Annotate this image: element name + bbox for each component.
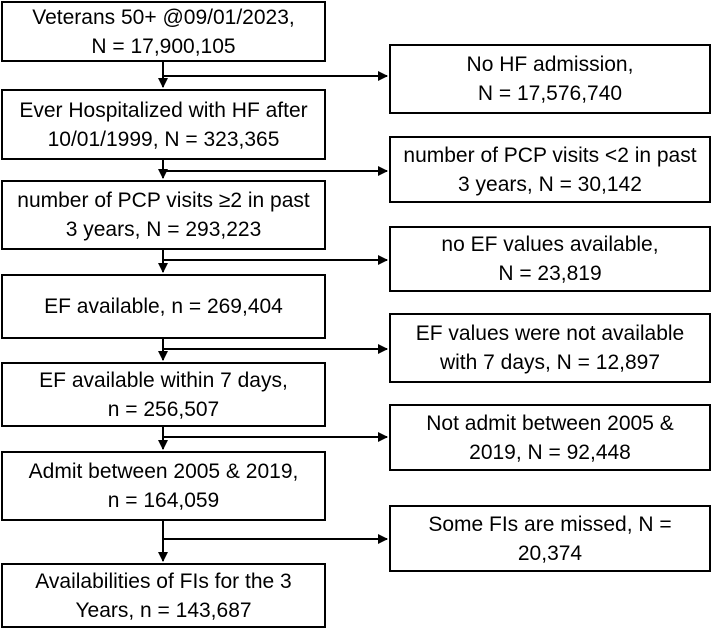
main-box-4-text: EF available, n = 269,404 bbox=[44, 295, 283, 318]
main-box-5 bbox=[1, 362, 326, 427]
main-box-2-text: Ever Hospitalized with HF after 10/01/1999, N = 323,365 bbox=[19, 98, 308, 151]
exclusion-box-4-text: EF values were not available with 7 days, N = 12,897 bbox=[415, 322, 685, 374]
main-box-6-text: Admit between 2005 & 2019, n = 164,059 bbox=[28, 460, 299, 512]
exclusion-box-3 bbox=[389, 226, 711, 292]
main-box-1 bbox=[1, 1, 326, 62]
main-box-4 bbox=[1, 274, 326, 339]
main-box-1-text: Veterans 50+ @09/01/2023, N = 17,900,105 bbox=[32, 5, 295, 58]
exclusion-box-2-text: number of PCP visits <2 in past 3 years, N = 30,142 bbox=[403, 143, 697, 196]
exclusion-box-5 bbox=[389, 404, 711, 471]
exclusion-box-4 bbox=[389, 313, 711, 383]
exclusion-box-1-text: No HF admission, N = 17,576,740 bbox=[466, 53, 634, 105]
exclusion-box-3-text: no EF values available, N = 23,819 bbox=[441, 233, 659, 285]
main-box-3 bbox=[1, 180, 326, 250]
exclusion-box-1 bbox=[389, 44, 711, 114]
exclusion-box-5-text: Not admit between 2005 & 2019, N = 92,448 bbox=[426, 411, 674, 464]
exclusion-box-6 bbox=[389, 505, 711, 572]
main-box-7-text: Availabilities of FIs for the 3 Years, n = 143,687 bbox=[35, 569, 292, 622]
exclusion-box-2 bbox=[389, 136, 711, 203]
main-box-7 bbox=[1, 563, 326, 628]
main-box-2 bbox=[1, 89, 326, 160]
main-box-3-text: number of PCP visits ≥2 in past 3 years, N = 293,223 bbox=[17, 189, 310, 241]
main-box-5-text: EF available within 7 days, n = 256,507 bbox=[39, 368, 288, 421]
exclusion-box-6-text: Some FIs are missed, N = 20,374 bbox=[428, 512, 672, 565]
main-box-6 bbox=[1, 451, 326, 521]
